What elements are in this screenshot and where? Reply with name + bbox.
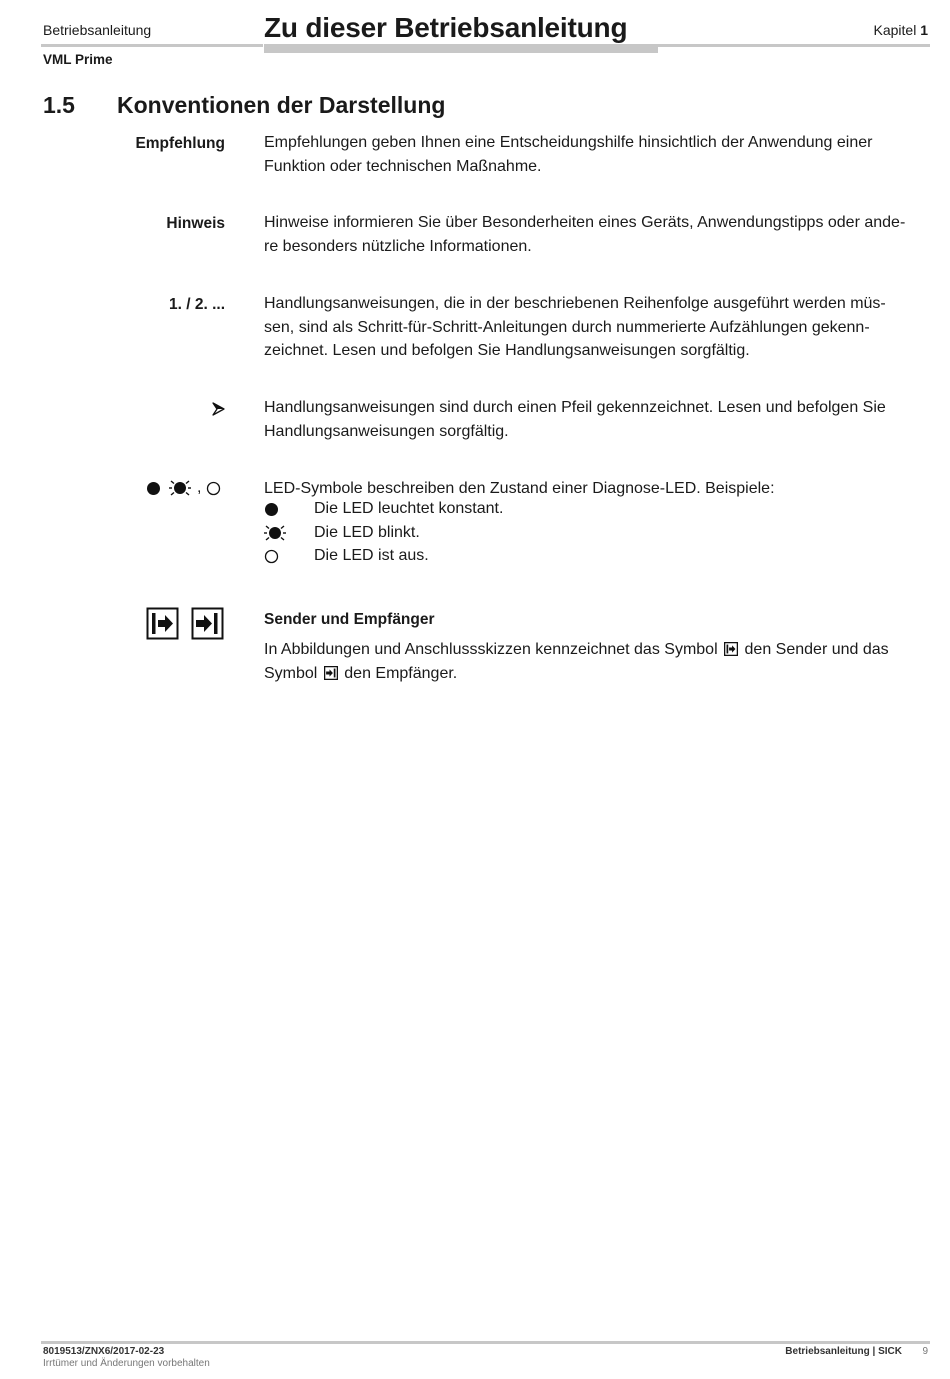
footer-rule <box>41 1341 930 1344</box>
recommendation-text <box>264 131 924 178</box>
text-line: zeichnet. Lesen und befolgen Sie Handlungsanweisungen sorgfältig. <box>264 342 750 359</box>
led-blink-icon <box>168 479 192 497</box>
note-text <box>264 211 924 258</box>
receiver-icon <box>191 607 224 640</box>
page-number: 9 <box>922 1346 928 1357</box>
text-line: Funktion oder technischen Maßnahme. <box>264 157 542 175</box>
note-label: Hinweis <box>166 215 225 232</box>
text-line: Empfehlungen geben Ihnen eine Entscheidungshilfe hinsichtlich der Anwendung einer <box>264 134 873 151</box>
header-title: Zu dieser Betriebsanleitung <box>264 12 628 43</box>
led-item-text: Die LED ist aus. <box>314 547 429 564</box>
recommendation-label: Empfehlung <box>135 135 225 152</box>
header-rule-left <box>41 44 263 47</box>
header-product: VML Prime <box>43 52 113 67</box>
text-line: Handlungsanweisungen sind durch einen Pfeil gekennzeichnet. Lesen und befolgen Sie <box>264 399 886 416</box>
text-line: sen, sind als Schritt-für-Schritt-Anleitungen durch nummerierte Aufzählungen gekenn- <box>264 318 870 336</box>
text-line: Handlungsanweisungen sorgfältig. <box>264 422 509 440</box>
section-number: 1.5 <box>43 92 75 118</box>
led-item-text: Die LED leuchtet konstant. <box>314 500 504 517</box>
led-off-icon <box>206 481 221 496</box>
text-line <box>264 638 924 662</box>
footer-doc-id: 8019513/ZNX6/2017-02-23 <box>43 1346 165 1357</box>
led-intro <box>264 477 924 501</box>
text-line <box>264 662 924 686</box>
led-separator: , <box>197 479 202 496</box>
arrow-text <box>264 396 924 443</box>
led-on-icon <box>146 481 161 496</box>
text-line: LED-Symbole beschreiben den Zustand einer Diagnose-LED. Beispiele: <box>264 480 775 497</box>
section-title: Konventionen der Darstellung <box>117 92 446 118</box>
sender-text-b: den Sender und das <box>744 641 889 658</box>
receiver-text-a: Symbol <box>264 664 318 682</box>
chapter-label: Kapitel <box>873 22 917 38</box>
led-off-icon <box>264 549 279 564</box>
sender-icon <box>146 607 179 640</box>
sender-text-a: In Abbildungen und Anschlussskizzen kennzeichnet das Symbol <box>264 641 718 658</box>
header-chapter <box>874 22 929 38</box>
receiver-text-b: den Empfänger. <box>344 664 458 682</box>
led-blink-icon <box>263 524 287 542</box>
footer-disclaimer: Irrtümer und Änderungen vorbehalten <box>43 1358 210 1369</box>
footer-brand: Betriebsanleitung | SICK <box>785 1346 902 1357</box>
text-line: Handlungsanweisungen, die in der beschriebenen Reihenfolge ausgeführt werden müs- <box>264 295 886 312</box>
receiver-icon <box>324 666 338 680</box>
header-doc-type: Betriebsanleitung <box>43 22 152 38</box>
led-on-icon <box>264 502 279 517</box>
text-line: Hinweise informieren Sie über Besonderheiten eines Geräts, Anwendungstipps oder ande- <box>264 214 906 231</box>
led-symbol-group <box>146 480 226 498</box>
header-rule-right <box>658 44 930 47</box>
sender-receiver-title: Sender und Empfänger <box>264 611 435 628</box>
sender-receiver-text <box>264 638 924 685</box>
sender-icon <box>724 642 738 656</box>
text-line: re besonders nützliche Informationen. <box>264 237 532 255</box>
arrowhead-icon <box>212 402 225 421</box>
numbered-label: 1. / 2. ... <box>169 296 225 313</box>
chapter-number: 1 <box>920 22 928 38</box>
numbered-text <box>264 292 924 363</box>
header-rule-title <box>264 44 658 53</box>
led-item-text: Die LED blinkt. <box>314 523 420 541</box>
